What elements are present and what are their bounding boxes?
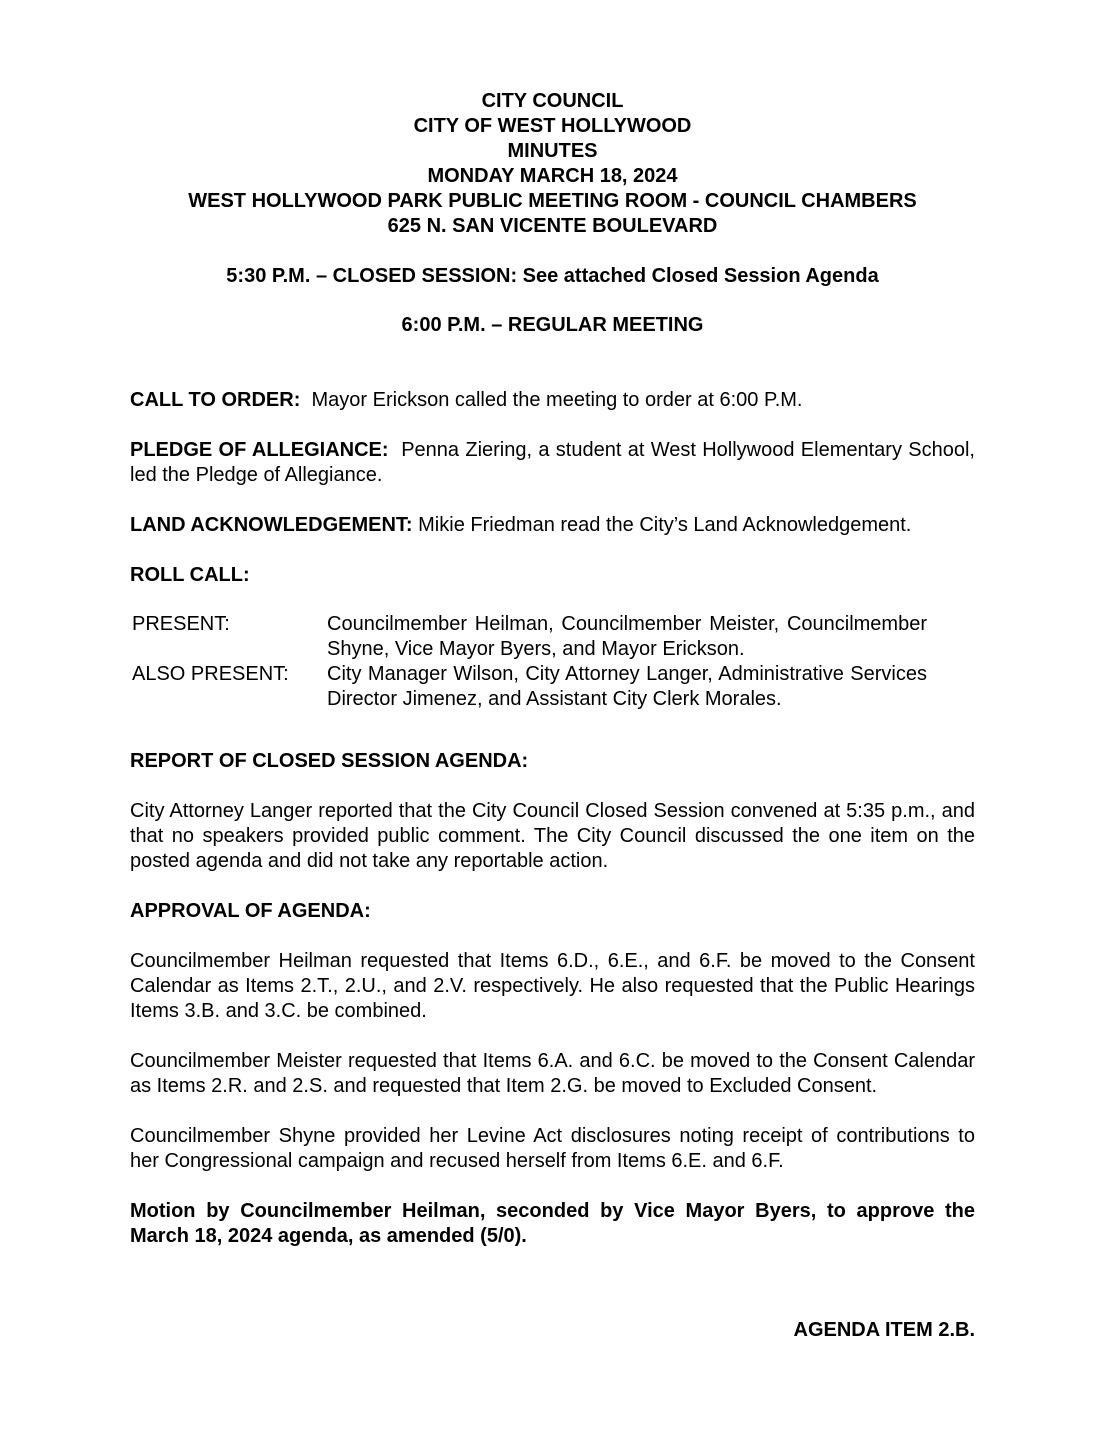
call-to-order-text: Mayor Erickson called the meeting to order at 6:00 P.M. bbox=[311, 389, 803, 411]
land-ack-label: LAND ACKNOWLEDGEMENT: bbox=[130, 514, 413, 536]
approval-paragraph-shyne: Councilmember Shyne provided her Levine Act disclosures noting receipt of contributions to her Congressional campaign and recused herself from Items 6.E. and 6.F. bbox=[130, 1125, 975, 1172]
roll-call-row-also-present bbox=[130, 662, 927, 712]
call-to-order-label: CALL TO ORDER: bbox=[130, 389, 301, 411]
document-header bbox=[100, 89, 1005, 239]
land-ack-text: Mikie Friedman read the City’s Land Acknowledgement. bbox=[418, 514, 912, 536]
approval-heading: APPROVAL OF AGENDA: bbox=[130, 900, 371, 922]
present-label: PRESENT: bbox=[132, 613, 230, 635]
agenda-item-label: AGENDA ITEM 2.B. bbox=[793, 1319, 975, 1341]
also-present-label: ALSO PRESENT: bbox=[132, 663, 289, 685]
pledge-paragraph bbox=[130, 438, 975, 488]
approval-paragraph-meister: Councilmember Meister requested that Items 6.A. and 6.C. be moved to the Consent Calendar as Items 2.R. and 2.S. and requested that Item 2.G. be moved to Excluded Consent. bbox=[130, 1050, 975, 1097]
closed-report-text: City Attorney Langer reported that the City Council Closed Session convened at 5:35 p.m., and that no speakers provided public comment. The City Council discussed the one item on the posted agenda and did not take any reportable action. bbox=[130, 800, 975, 872]
approval-paragraph-heilman: Councilmember Heilman requested that Items 6.D., 6.E., and 6.F. be moved to the Consent Calendar as Items 2.T., 2.U., and 2.V. respectively. He also requested that the Public Hearings Items 3.B. and 3.C. be combined. bbox=[130, 950, 975, 1022]
header-line-date: MONDAY MARCH 18, 2024 bbox=[427, 165, 678, 187]
roll-call-row-present bbox=[130, 612, 927, 662]
header-line-address: 625 N. SAN VICENTE BOULEVARD bbox=[387, 215, 718, 237]
also-present-names: City Manager Wilson, City Attorney Langer, Administrative Services Director Jimenez, and Assistant City Clerk Morales. bbox=[327, 663, 927, 710]
header-line-body: CITY COUNCIL bbox=[481, 90, 624, 112]
closed-session-line: 5:30 P.M. – CLOSED SESSION: See attached Closed Session Agenda bbox=[226, 265, 879, 287]
roll-call-heading: ROLL CALL: bbox=[130, 564, 250, 586]
motion-text: Motion by Councilmember Heilman, seconded by Vice Mayor Byers, to approve the March 18, 2024 agenda, as amended (5/0). bbox=[130, 1200, 975, 1247]
regular-meeting-line: 6:00 P.M. – REGULAR MEETING bbox=[401, 314, 704, 336]
header-line-location: WEST HOLLYWOOD PARK PUBLIC MEETING ROOM - COUNCIL CHAMBERS bbox=[188, 190, 917, 212]
header-line-doctype: MINUTES bbox=[507, 140, 598, 162]
roll-call-table bbox=[130, 612, 927, 712]
present-names: Councilmember Heilman, Councilmember Meister, Councilmember Shyne, Vice Mayor Byers, and Mayor Erickson. bbox=[327, 613, 927, 660]
land-ack-paragraph bbox=[130, 513, 975, 538]
minutes-page bbox=[130, 89, 975, 1249]
closed-report-heading: REPORT OF CLOSED SESSION AGENDA: bbox=[130, 750, 529, 772]
pledge-label: PLEDGE OF ALLEGIANCE: bbox=[130, 439, 389, 461]
header-line-city: CITY OF WEST HOLLYWOOD bbox=[413, 115, 692, 137]
pledge-text: Penna Ziering, a student at West Hollywood Elementary School, led the Pledge of Allegiance. bbox=[130, 439, 975, 486]
call-to-order-paragraph bbox=[130, 388, 975, 413]
